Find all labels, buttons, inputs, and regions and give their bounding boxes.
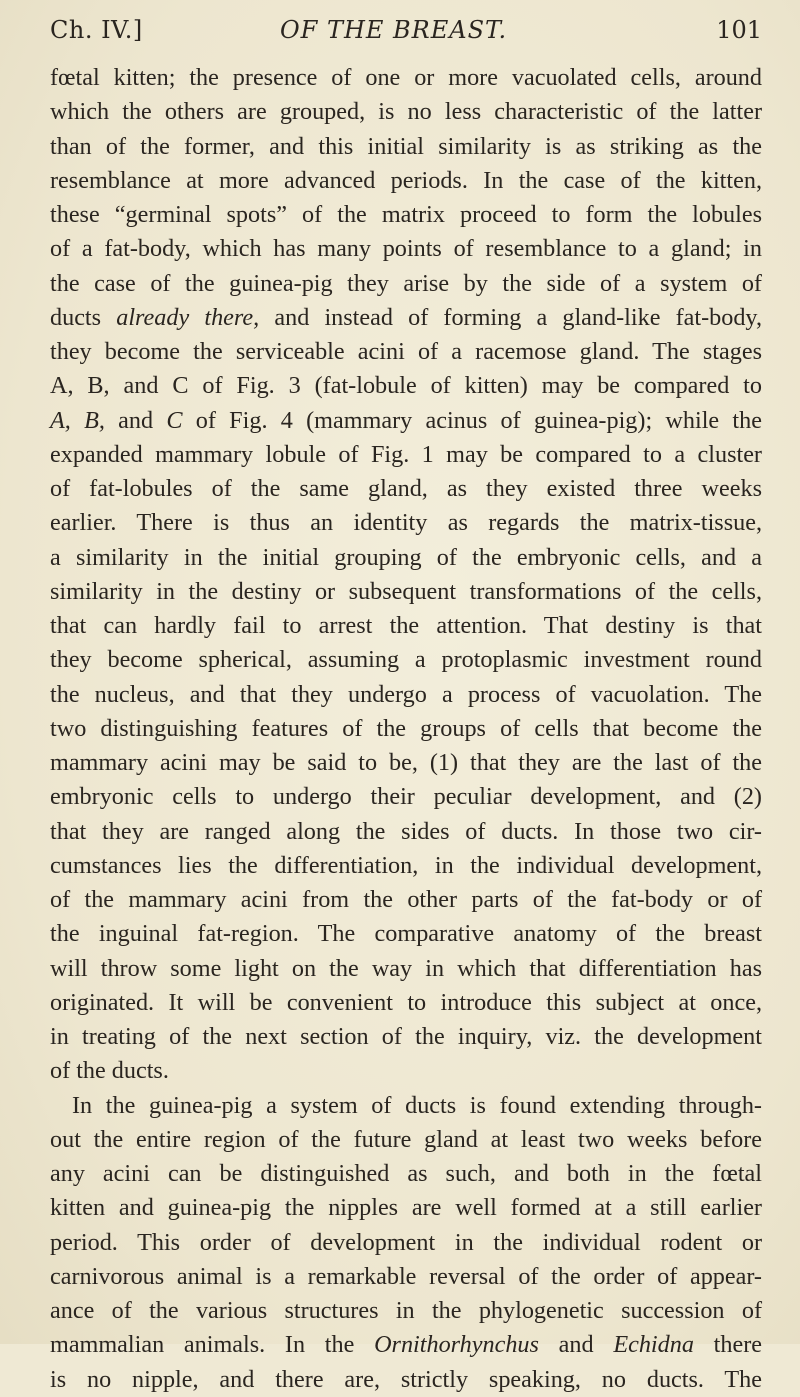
text-run: they become the serviceable acini of a racemose gland. The stages — [50, 338, 762, 365]
body-text — [50, 61, 762, 1397]
running-head — [50, 16, 762, 50]
text-line — [50, 780, 762, 814]
text-run: will throw some light on the way in which that differentiation has — [50, 954, 762, 982]
text-run: of Fig. 4 (mammary acinus of guinea-pig); while the — [182, 406, 762, 434]
text-line — [50, 575, 762, 609]
text-line — [50, 849, 762, 883]
text-run: of the mammary acini from the other parts of the fat-body or of — [50, 886, 762, 913]
text-line — [50, 506, 762, 540]
text-run: and — [104, 406, 167, 434]
text-run: the nucleus, and that they undergo a process of vacuolation. The — [50, 680, 762, 708]
text-run: two distinguishing features of the groups of cells that become the — [50, 714, 762, 742]
text-run: fœtal kitten; the presence of one or more vacuolated cells, around — [50, 64, 762, 91]
text-run: ducts — [50, 303, 117, 331]
text-run: and — [538, 1331, 614, 1359]
text-line — [50, 986, 762, 1020]
text-run: A, B, and C of Fig. 3 (fat-lobule of kitten) may be compared to — [50, 372, 762, 400]
text-run: ance of the various structures in the phylogenetic succession of — [50, 1297, 762, 1324]
text-run: of the ducts. — [50, 1057, 169, 1085]
text-line — [50, 541, 762, 575]
text-line — [50, 609, 762, 643]
text-line — [50, 917, 762, 951]
text-line — [50, 678, 762, 712]
text-run: is no nipple, and there are, strictly speaking, no ducts. The — [50, 1365, 762, 1393]
text-line — [50, 335, 762, 369]
text-run: mammalian animals. In the — [50, 1331, 375, 1359]
text-line — [50, 267, 762, 301]
text-line — [50, 198, 762, 232]
text-run: period. This order of development in the individual rodent or — [50, 1228, 762, 1256]
text-run: mammary acini may be said to be, (1) that they are the last of the — [50, 749, 762, 776]
italic-text: Echidna — [613, 1331, 694, 1359]
text-run: these “germinal spots” of the matrix proceed to form the lobules — [50, 201, 762, 228]
paragraph — [50, 1089, 762, 1397]
text-run: expanded mammary lobule of Fig. 1 may be compared to a cluster — [50, 440, 762, 468]
text-line — [50, 643, 762, 677]
text-line — [50, 438, 762, 472]
text-line — [50, 1191, 762, 1225]
text-line — [50, 472, 762, 506]
text-run: of fat-lobules of the same gland, as they existed three weeks — [50, 475, 762, 502]
text-run: than of the former, and this initial similarity is as striking as the — [50, 132, 762, 160]
text-line — [50, 1157, 762, 1191]
running-title: OF THE BREAST. — [280, 16, 508, 44]
text-line — [50, 1294, 762, 1328]
text-run: originated. It will be convenient to introduce this subject at once, — [50, 988, 762, 1016]
text-line — [50, 1054, 762, 1088]
text-run: embryonic cells to undergo their peculiar development, and (2) — [50, 783, 762, 811]
text-run: that can hardly fail to arrest the attention. That destiny is that — [50, 612, 762, 639]
text-run: of a fat-body, which has many points of resemblance to a gland; in — [50, 235, 762, 263]
text-line — [50, 369, 762, 403]
text-run: and instead of forming a gland-like fat-body, — [259, 303, 762, 331]
text-run: resemblance at more advanced periods. In the case of the kitten, — [50, 166, 762, 194]
text-run: kitten and guinea-pig the nipples are well formed at a still earlier — [50, 1194, 762, 1222]
chapter-label: Ch. IV.] — [50, 16, 143, 44]
text-line — [50, 1363, 762, 1397]
text-line — [50, 404, 762, 438]
italic-text: A, B, — [50, 406, 105, 434]
text-line — [50, 952, 762, 986]
text-run: in treating of the next section of the inquiry, viz. the development — [50, 1023, 762, 1050]
text-run: the case of the guinea-pig they arise by the side of a system of — [50, 269, 762, 297]
text-line — [50, 1089, 762, 1123]
text-run: that they are ranged along the sides of ducts. In those two cir- — [50, 817, 762, 845]
text-line — [50, 1260, 762, 1294]
text-line — [50, 815, 762, 849]
text-line — [50, 164, 762, 198]
text-line — [50, 1123, 762, 1157]
text-run: the inguinal fat-region. The comparative anatomy of the breast — [50, 920, 762, 948]
text-line — [50, 1226, 762, 1260]
text-run: In the guinea-pig a system of ducts is found extending through- — [72, 1091, 762, 1119]
text-run: out the entire region of the future gland at least two weeks before — [50, 1125, 762, 1153]
text-line — [50, 746, 762, 780]
text-run: a similarity in the initial grouping of the embryonic cells, and a — [50, 543, 762, 571]
text-run: they become spherical, assuming a protoplasmic investment round — [50, 646, 762, 674]
text-run: carnivorous animal is a remarkable reversal of the order of appear- — [50, 1262, 762, 1290]
text-run: earlier. There is thus an identity as regards the matrix-tissue, — [50, 509, 762, 537]
text-run: similarity in the destiny or subsequent transformations of the cells, — [50, 577, 762, 605]
paragraph — [50, 61, 762, 1089]
text-line — [50, 95, 762, 129]
italic-text: C — [166, 406, 183, 434]
italic-text: Ornithorhynchus — [374, 1331, 539, 1359]
text-line — [50, 1020, 762, 1054]
page-number: 101 — [716, 16, 762, 44]
text-line — [50, 301, 762, 335]
text-run: there — [693, 1331, 762, 1359]
text-line — [50, 61, 762, 95]
text-run: which the others are grouped, is no less characteristic of the latter — [50, 98, 762, 126]
text-line — [50, 130, 762, 164]
text-run: any acini can be distinguished as such, and both in the fœtal — [50, 1160, 762, 1187]
text-line — [50, 712, 762, 746]
text-line — [50, 883, 762, 917]
text-line — [50, 232, 762, 266]
text-run: cumstances lies the differentiation, in the individual development, — [50, 851, 762, 879]
text-line — [50, 1328, 762, 1362]
italic-text: already there, — [116, 303, 260, 331]
